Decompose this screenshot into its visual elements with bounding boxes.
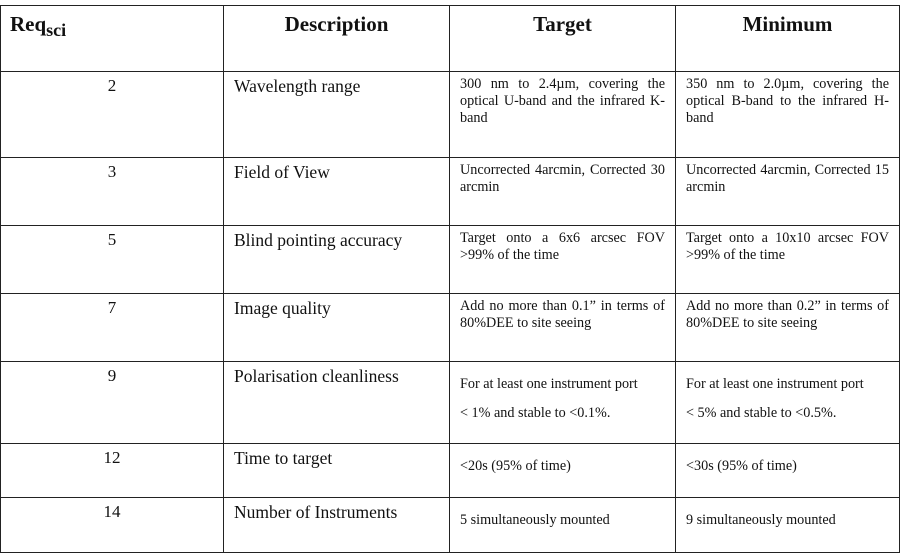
req-cell: 9 <box>1 362 224 444</box>
description-cell: Polarisation cleanliness <box>224 362 450 444</box>
minimum-text: 9 simultaneously mounted <box>686 512 836 528</box>
req-cell: 3 <box>1 158 224 226</box>
minimum-cell <box>676 294 900 362</box>
description-cell: Field of View <box>224 158 450 226</box>
minimum-cell <box>676 362 900 444</box>
minimum-cell <box>676 226 900 294</box>
target-text: For at least one instrument port <box>460 376 638 392</box>
target-cell <box>450 294 676 362</box>
minimum-text: < 5% and stable to <0.5%. <box>686 405 837 421</box>
target-cell <box>450 72 676 158</box>
target-text: Add no more than 0.1” in terms of 80%DEE to site seeing <box>460 298 665 331</box>
minimum-cell <box>676 498 900 553</box>
target-cell <box>450 444 676 498</box>
table-row <box>1 444 900 498</box>
header-row <box>1 6 900 72</box>
table-row <box>1 72 900 158</box>
req-cell: 2 <box>1 72 224 158</box>
table-row <box>1 498 900 553</box>
minimum-text: For at least one instrument port <box>686 376 864 392</box>
minimum-cell <box>676 444 900 498</box>
minimum-text: 350 nm to 2.0µm, covering the optical B-band to the infrared H-band <box>686 76 889 126</box>
table-row <box>1 226 900 294</box>
description-cell: Blind pointing accuracy <box>224 226 450 294</box>
header-description: Description <box>224 6 450 72</box>
table-row <box>1 362 900 444</box>
target-text: 300 nm to 2.4µm, covering the optical U-band and the infrared K-band <box>460 76 665 126</box>
header-req <box>1 6 224 72</box>
target-text: 5 simultaneously mounted <box>460 512 610 528</box>
requirements-table <box>0 5 900 553</box>
target-cell <box>450 158 676 226</box>
req-cell: 14 <box>1 498 224 553</box>
target-cell <box>450 362 676 444</box>
target-cell <box>450 498 676 553</box>
table-row <box>1 294 900 362</box>
minimum-text: Target onto a 10x10 arcsec FOV >99% of the time <box>686 230 889 263</box>
target-cell <box>450 226 676 294</box>
header-req-label: Req <box>10 12 47 36</box>
target-text: Target onto a 6x6 arcsec FOV >99% of the time <box>460 230 665 263</box>
req-cell: 12 <box>1 444 224 498</box>
header-minimum: Minimum <box>676 6 900 72</box>
table-row <box>1 158 900 226</box>
description-cell: Image quality <box>224 294 450 362</box>
minimum-text: Add no more than 0.2” in terms of 80%DEE to site seeing <box>686 298 889 331</box>
target-text: < 1% and stable to <0.1%. <box>460 405 611 421</box>
header-req-subscript: sci <box>46 20 67 40</box>
req-cell: 7 <box>1 294 224 362</box>
description-cell: Wavelength range <box>224 72 450 158</box>
description-cell: Time to target <box>224 444 450 498</box>
minimum-cell <box>676 158 900 226</box>
target-text: <20s (95% of time) <box>460 458 571 474</box>
minimum-cell <box>676 72 900 158</box>
req-cell: 5 <box>1 226 224 294</box>
target-text: Uncorrected 4arcmin, Corrected 30 arcmin <box>460 162 665 195</box>
description-cell: Number of Instruments <box>224 498 450 553</box>
header-target: Target <box>450 6 676 72</box>
minimum-text: Uncorrected 4arcmin, Corrected 15 arcmin <box>686 162 889 195</box>
minimum-text: <30s (95% of time) <box>686 458 797 474</box>
